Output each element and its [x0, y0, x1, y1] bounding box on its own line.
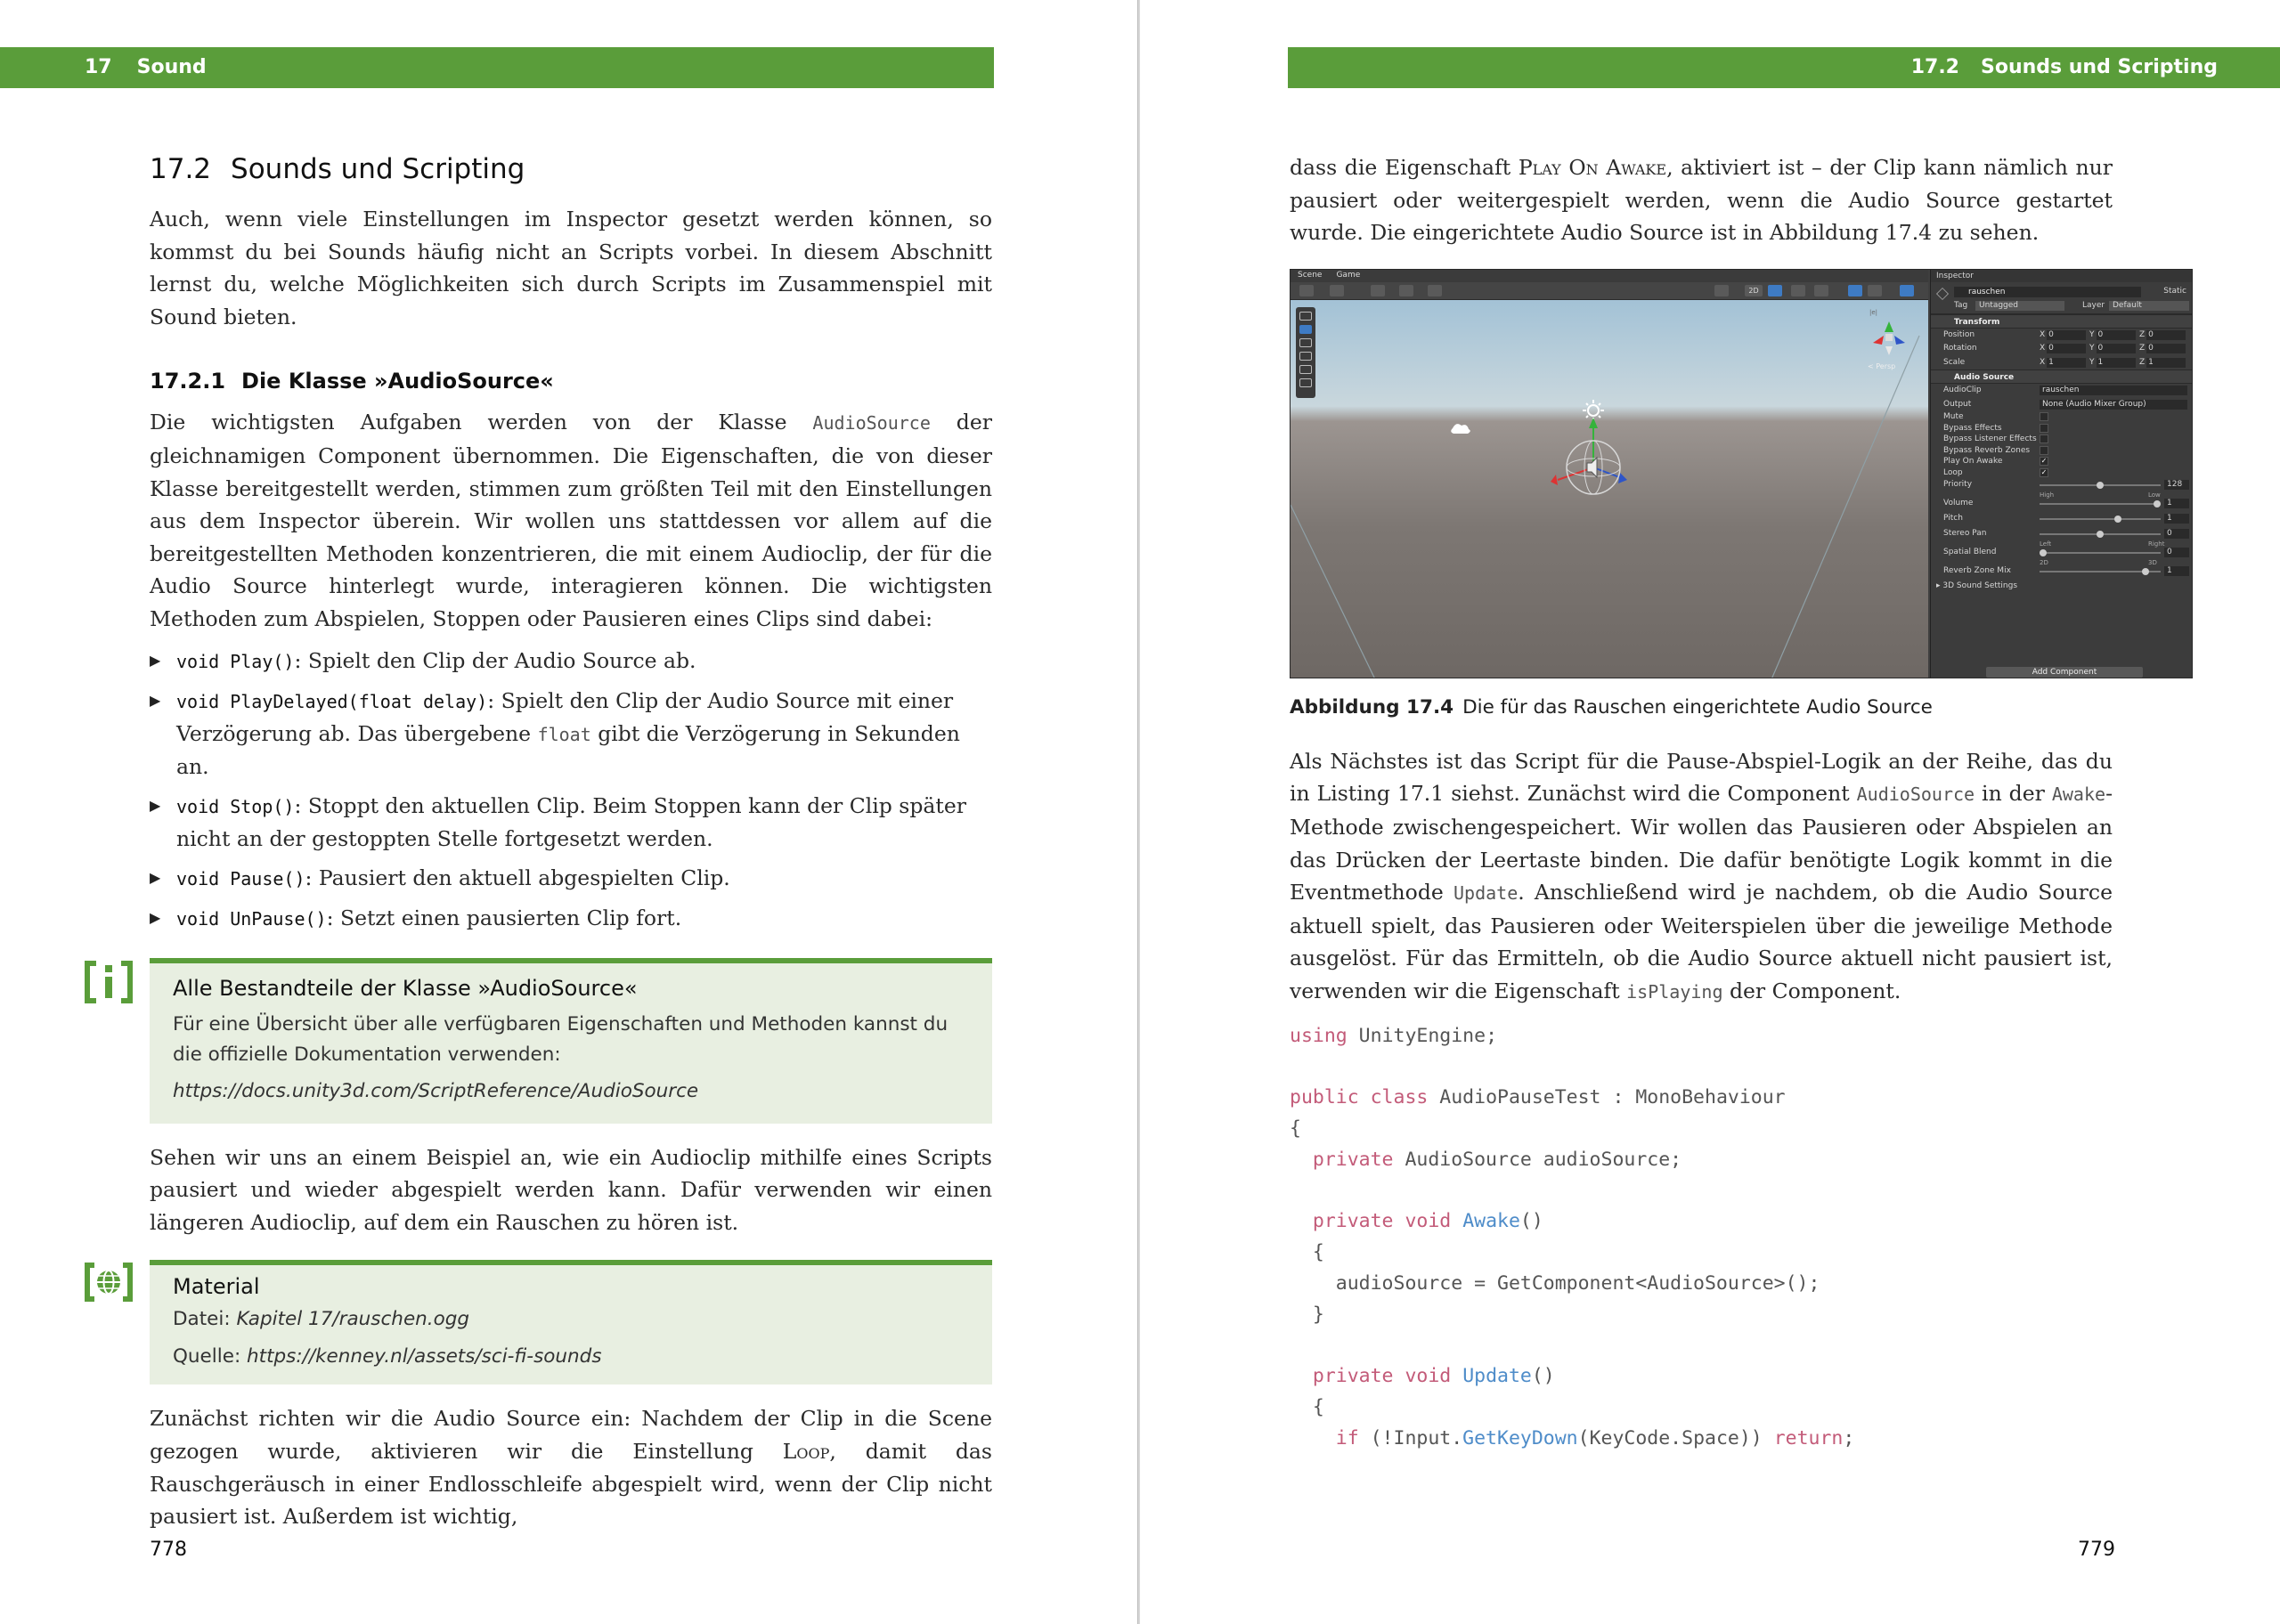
draw-mode-button[interactable] [1714, 285, 1729, 296]
audioclip-row: AudioClip rauschen [1931, 384, 2193, 398]
chapter-number: 17 [85, 56, 112, 78]
slider-min-label: High [2040, 491, 2055, 499]
slider-row: Spatial Blend 0 2D 3D [1931, 546, 2193, 564]
camera-button[interactable] [1868, 285, 1882, 296]
inspector-tab[interactable]: Inspector [1931, 270, 2193, 282]
list-item: ▶ void Pause(): Pausiert den aktuell abgespielten Clip. [150, 862, 992, 895]
inspector-panel [1930, 270, 2193, 678]
hand-tool-icon[interactable] [1299, 312, 1312, 321]
material-source: Quelle: https://kenney.nl/assets/sci-fi-sounds [173, 1345, 602, 1368]
hidden-objects-button[interactable] [1848, 285, 1862, 296]
x-field[interactable]: 0 [2047, 344, 2086, 353]
checkbox-row: Bypass Effects [1931, 423, 2193, 434]
output-row: Output None (Audio Mixer Group) [1931, 398, 2193, 412]
transform-row-scale: Scale X 1 Y 1 Z 1 [1931, 356, 2193, 370]
slider-row: Priority 128 High Low [1931, 478, 2193, 497]
header-section-title: Sounds und Scripting [1980, 56, 2218, 78]
add-component-button[interactable]: Add Component [1986, 667, 2143, 678]
info-box [150, 958, 992, 1124]
transform-tool-icon[interactable] [1299, 378, 1312, 387]
audiosource-paragraph: Die wichtigsten Aufgaben werden von der Klasse AudioSource der gleichnamigen Component übernommen. Die Eigenschaften, die von dieser Klasse bereitgestellt werden, stimmen zum größten Teil mit den Einstellungen aus dem Inspector überein. Wir wollen uns stattdessen vor allem auf die bereitgestellten Methoden konzentrieren, die mit einem Audioclip, der für die Audio Source hinterlegt wurde, interagieren können. Die wichtigsten Methoden zum Abspielen, Stoppen oder Pausieren eines Clips sind dabei: [150, 410, 992, 631]
slider-value-field[interactable]: 128 [2164, 480, 2189, 490]
bullet-triangle-icon: ▶ [150, 796, 161, 814]
methods-list [150, 645, 992, 935]
lighting-button[interactable] [1768, 285, 1782, 296]
inline-code: AudioSource [812, 412, 931, 434]
gizmos-button[interactable] [1900, 285, 1914, 296]
increment-button[interactable] [1428, 285, 1442, 296]
shading-button[interactable] [1299, 285, 1314, 296]
script-paragraph: Als Nächstes ist das Script für die Pause-Abspiel-Logik an der Reihe, das du in Listing 17.1 siehst. Zunächst wird die Component AudioSource in der Awake-Methode zwischengespeichert. Wir wollen das Pausieren oder Abspielen an das Drücken der Leertaste binden. Die dafür benötigte Logik kommt in die Eventmethode Update. Anschließend wird je nachdem, ob die Audio Source aktuell spielt, das Pausieren oder Weiterspielen über die jeweilige Methode ausgelöst. Für das Ermitteln, ob die Audio Source aktuell nicht pausiert ist, verwenden wir die Eigenschaft isPlaying der Component. [1290, 748, 2113, 1003]
globe-icon [84, 1262, 134, 1306]
list-item: ▶ void UnPause(): Setzt einen pausierten Clip fort. [150, 902, 992, 935]
toggle-2d-button[interactable]: 2D [1745, 285, 1763, 296]
checkbox[interactable]: ✓ [2040, 457, 2048, 466]
transform-header[interactable]: Transform [1931, 314, 2193, 329]
right-content [1290, 151, 2186, 1455]
gameobject-icon [1936, 288, 1949, 300]
slider-value-field[interactable]: 0 [2164, 548, 2189, 557]
z-field[interactable]: 0 [2146, 344, 2186, 353]
transform-row-rotation: Rotation X 0 Y 0 Z 0 [1931, 342, 2193, 356]
checkbox[interactable] [2040, 434, 2048, 443]
header-section-number: 17.2 [1910, 56, 1959, 78]
slider-value-field[interactable]: 0 [2164, 529, 2189, 539]
section-number: 17.2 [150, 153, 212, 185]
slider[interactable] [2040, 484, 2161, 486]
list-item: ▶ void Stop(): Stoppt den aktuellen Clip. Beim Stoppen kann der Clip später nicht an der gestoppten Stelle fortgesetzt werden. [150, 790, 992, 855]
slider-max-label: 3D [2148, 559, 2157, 567]
static-toggle[interactable]: Static [2163, 286, 2186, 296]
slider-value-field[interactable]: 1 [2164, 499, 2189, 508]
transform-row-position: Position X 0 Y 0 Z 0 [1931, 329, 2193, 343]
x-field[interactable]: 1 [2047, 358, 2086, 368]
left-content [150, 151, 992, 1533]
slider[interactable] [2040, 503, 2161, 505]
y-field[interactable]: 0 [2097, 330, 2136, 340]
y-field[interactable]: 1 [2097, 358, 2136, 368]
checkbox-row: Bypass Listener Effects [1931, 434, 2193, 445]
running-header-left [0, 47, 994, 88]
slider[interactable] [2040, 571, 2161, 572]
material-file: Datei: Kapitel 17/rauschen.ogg [173, 1308, 470, 1331]
tool-palette [1296, 307, 1315, 398]
tag-label: Tag [1954, 300, 1968, 310]
inspector-header [1931, 282, 2193, 314]
subsection-number: 17.2.1 [150, 369, 226, 394]
slider-row: Reverb Zone Mix 1 [1931, 564, 2193, 580]
scene-viewport[interactable] [1291, 300, 1928, 678]
code-listing: using UnityEngine; public class AudioPauseTest : MonoBehaviour { private AudioSource audioSource; private void Awake() { audioSource = GetComponent<AudioSource>(); } private void Update() { if (!Input.GetKeyDown(KeyCode.Space)) return; [1290, 1024, 1855, 1449]
slider-min-label: 2D [2040, 559, 2048, 567]
sound-settings-foldout[interactable]: ▸ 3D Sound Settings [1936, 581, 2018, 591]
slider-row: Stereo Pan 0 Left Right [1931, 527, 2193, 546]
rotate-tool-icon[interactable] [1299, 338, 1312, 347]
slider-max-label: Right [2148, 540, 2165, 548]
right-page [1140, 0, 2280, 1624]
running-header-right [1288, 47, 2280, 88]
setup-paragraph: Zunächst richten wir die Audio Source ein: Nachdem der Clip in die Scene gezogen wurde, aktivieren wir die Einstellung Loop, damit das Rauschgeräusch in einer Endlosschleife abgespielt wird, wenn der Clip nicht pausiert ist. Außerdem ist wichtig, [150, 1406, 992, 1530]
chapter-title: Sound [136, 56, 207, 78]
layer-dropdown[interactable]: Default [2109, 301, 2189, 311]
checkbox[interactable] [2040, 412, 2048, 421]
material-box-title: Material [173, 1274, 260, 1300]
subsection-title [150, 369, 992, 394]
documentation-link[interactable]: https://docs.unity3d.com/ScriptReference/AudioSource [173, 1079, 699, 1102]
move-tool-icon[interactable] [1299, 325, 1312, 334]
slider-knob[interactable] [2114, 516, 2121, 523]
svg-text:|e|: |e| [1869, 308, 1878, 316]
object-name-field[interactable]: rauschen [1954, 287, 2141, 297]
slider-value-field[interactable]: 1 [2164, 566, 2189, 576]
list-item: ▶ void Play(): Spielt den Clip der Audio Source ab. [150, 645, 992, 678]
slider-knob[interactable] [2142, 568, 2149, 575]
slider-row: Volume 1 [1931, 497, 2193, 512]
effects-button[interactable] [1814, 285, 1828, 296]
audio-button[interactable] [1791, 285, 1805, 296]
slider[interactable] [2040, 518, 2161, 520]
slider-value-field[interactable]: 1 [2164, 514, 2189, 524]
intro-paragraph: Auch, wenn viele Einstellungen im Inspector gesetzt werden können, so kommst du bei Sounds häufig nicht an Scripts vorbei. In diesem Abschnitt lernst du, welche Möglichkeiten sich durch Scripts im Zusammenspiel mit Sound bieten. [150, 207, 992, 329]
material-box [150, 1260, 992, 1384]
page-number-left: 778 [150, 1539, 187, 1561]
checkbox-row: Bypass Reverb Zones [1931, 445, 2193, 457]
gizmo-button[interactable] [1330, 285, 1344, 296]
slider-knob[interactable] [2154, 500, 2161, 508]
section-title-text: Sounds und Scripting [231, 153, 525, 185]
bullet-triangle-icon: ▶ [150, 691, 161, 709]
slider-row: Pitch 1 [1931, 512, 2193, 527]
slider[interactable] [2040, 533, 2161, 535]
rect-tool-icon[interactable] [1299, 365, 1312, 374]
bullet-triangle-icon: ▶ [150, 868, 161, 886]
bullet-triangle-icon: ▶ [150, 651, 161, 669]
section-title [150, 153, 992, 185]
unity-editor-screenshot [1290, 269, 2193, 678]
y-field[interactable]: 0 [2097, 344, 2136, 353]
tab-game[interactable]: Game [1336, 270, 1361, 280]
snap-button[interactable] [1371, 285, 1385, 296]
transform-rows [1931, 329, 2193, 370]
slider-knob[interactable] [2097, 482, 2104, 489]
audio-source-header[interactable]: Audio Source [1931, 369, 2193, 384]
checkbox-row: Loop ✓ [1943, 467, 2048, 477]
checkbox[interactable] [2040, 446, 2048, 455]
audioclip-field[interactable]: rauschen [2040, 386, 2187, 395]
list-item: ▶ void PlayDelayed(float delay): Spielt den Clip der Audio Source mit einer Verzögerung ab. Das übergebene float gibt die Verzögerung in Sekunden an. [150, 685, 992, 783]
output-field[interactable]: None (Audio Mixer Group) [2040, 400, 2187, 410]
source-link[interactable]: https://kenney.nl/assets/sci-fi-sounds [247, 1345, 602, 1368]
slider-max-label: Low [2148, 491, 2161, 499]
layer-label: Layer [2082, 300, 2105, 310]
page-number-right: 779 [2078, 1539, 2115, 1561]
audio-slider-rows [1931, 478, 2193, 580]
x-field[interactable]: 0 [2047, 330, 2086, 340]
info-icon [84, 960, 134, 1008]
slider-min-label: Left [2040, 540, 2052, 548]
figure-caption: Abbildung 17.4 Die für das Rauschen eingerichtete Audio Source [1290, 695, 1933, 719]
scene-tabs [1291, 270, 1928, 282]
subsection-title-text: Die Klasse »AudioSource« [241, 369, 554, 394]
persp-label[interactable]: < Persp [1868, 361, 1896, 370]
checkbox[interactable] [2040, 424, 2048, 433]
bullet-triangle-icon: ▶ [150, 908, 161, 926]
left-page [0, 0, 1138, 1624]
scene-toolbar [1291, 282, 1928, 300]
info-box-title: Alle Bestandteile der Klasse »AudioSource« [173, 975, 638, 1001]
tag-dropdown[interactable]: Untagged [1975, 301, 2064, 311]
grid-button[interactable] [1399, 285, 1413, 296]
z-field[interactable]: 0 [2146, 330, 2186, 340]
tab-scene[interactable]: Scene [1298, 270, 1323, 280]
info-box-text: Für eine Übersicht über alle verfügbaren Eigenschaften und Methoden kannst du die offizielle Dokumentation verwenden: [173, 1012, 949, 1066]
slider-knob[interactable] [2040, 549, 2047, 556]
checkbox-row: Mute [1931, 411, 2193, 423]
checkbox[interactable]: ✓ [2040, 467, 2048, 476]
slider[interactable] [2040, 552, 2161, 554]
slider-knob[interactable] [2097, 531, 2104, 538]
scale-tool-icon[interactable] [1299, 352, 1312, 361]
checkbox-row: Play On Awake ✓ [1943, 457, 2048, 467]
audio-checkbox-rows [1931, 411, 2193, 478]
z-field[interactable]: 1 [2146, 358, 2186, 368]
example-paragraph: Sehen wir uns an einem Beispiel an, wie ein Audioclip mithilfe eines Scripts pausiert und wieder abgespielt werden kann. Dafür verwenden wir einen längeren Audioclip, auf dem ein Rauschen zu hören ist. [150, 1144, 992, 1235]
play-on-awake-paragraph: dass die Eigenschaft Play On Awake, aktiviert ist – der Clip kann nämlich nur pausiert oder weitergespielt werden, wenn die Audio Source gestartet wurde. Die eingerichtete Audio Source ist in Abbildung 17.4 zu sehen. [1290, 155, 2113, 246]
